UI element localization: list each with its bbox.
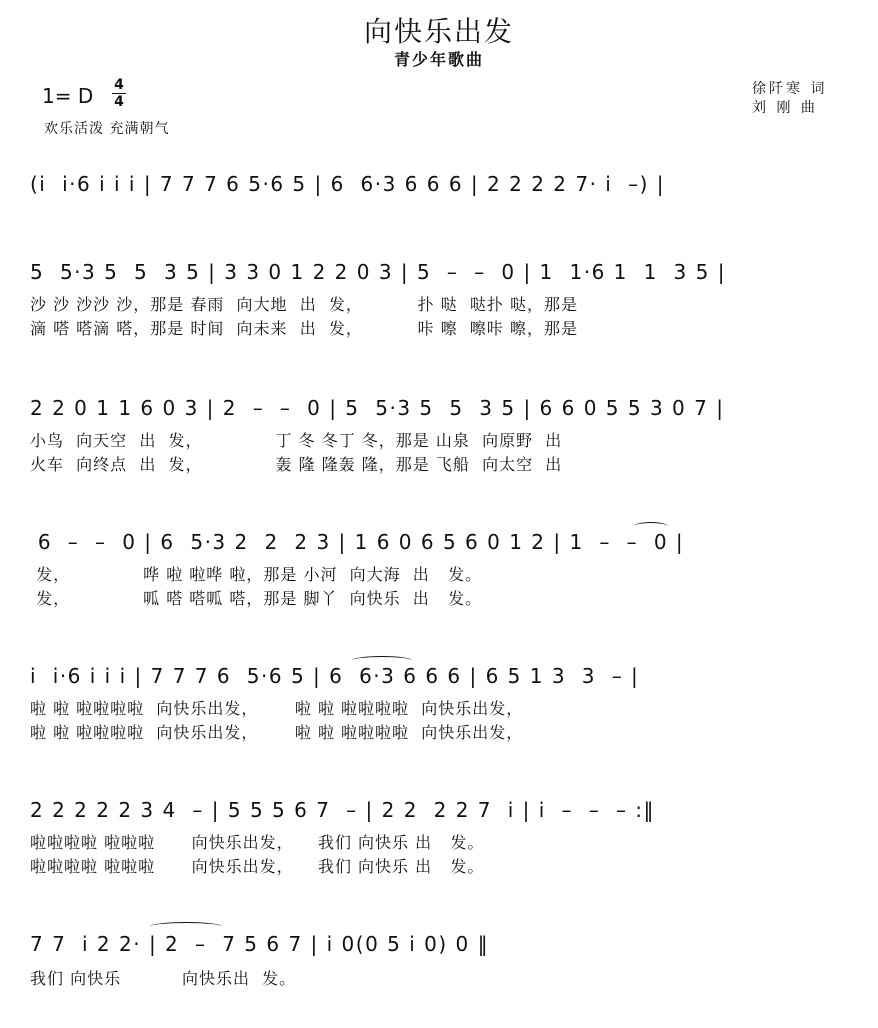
notation-line-2: 5 5·3 5 5 3 5 | 3 3 0 1 2 2 0 3 | 5 – – 0 | 1 1·6 1 1 3 5 |	[30, 260, 726, 284]
notation-line-4: 6 – – 0 | 6 5·3 2 2 2 3 | 1 6 0 6 5 6 0 1 2 | 1 – – 0 |	[30, 530, 685, 554]
slur-mark	[352, 656, 412, 665]
key-signature: 1= D	[42, 84, 94, 108]
slur-mark	[150, 922, 222, 931]
song-title: 向快乐出发	[363, 15, 514, 48]
lyric-line-3-verse-1: 小鸟 向天空 出 发， 丁 冬 冬丁 冬，那是 山泉 向原野 出	[30, 431, 563, 450]
lyric-line-4-verse-2: 发， 呱 嗒 嗒呱 嗒，那是 脚丫 向快乐 出 发。	[30, 589, 483, 608]
time-signature-bottom: 4	[114, 94, 124, 110]
notation-line-7: 7 7 i 2 2· | 2 – 7 5 6 7 | i 0(0 5 i 0) 0 ‖	[30, 932, 490, 956]
lyric-line-6-verse-2: 啦啦啦啦 啦啦啦 向快乐出发， 我们 向快乐 出 发。	[30, 857, 485, 876]
lyric-line-2-verse-2: 滴 嗒 嗒滴 嗒，那是 时间 向未来 出 发， 咔 嚓 嚓咔 嚓，那是	[30, 319, 578, 338]
song-subtitle: 青少年歌曲	[393, 50, 484, 69]
lyricist-credit: 徐阡寒 词	[752, 81, 828, 97]
lyric-line-5-verse-2: 啦 啦 啦啦啦啦 向快乐出发， 啦 啦 啦啦啦啦 向快乐出发，	[30, 723, 524, 742]
time-signature	[112, 78, 126, 109]
time-signature-top: 4	[114, 77, 124, 93]
slur-mark	[634, 522, 668, 531]
tempo-marking: 欢乐活泼 充满朝气	[44, 121, 170, 137]
notation-line-3: 2 2 0 1 1 6 0 3 | 2 – – 0 | 5 5·3 5 5 3 5 | 6 6 0 5 5 3 0 7 |	[30, 396, 725, 420]
notation-line-1: (i i·6 i i i | 7 7 7 6 5·6 5 | 6 6·3 6 6 6 | 2 2 2 2 7· i –) |	[30, 172, 665, 196]
lyric-line-5-verse-1: 啦 啦 啦啦啦啦 向快乐出发， 啦 啦 啦啦啦啦 向快乐出发，	[30, 699, 524, 718]
lyric-line-2-verse-1: 沙 沙 沙沙 沙，那是 春雨 向大地 出 发， 扑 哒 哒扑 哒，那是	[30, 295, 578, 314]
notation-line-5: i i·6 i i i | 7 7 7 6 5·6 5 | 6 6·3 6 6 6 | 6 5 1 3 3 – |	[30, 664, 640, 688]
lyric-line-4-verse-1: 发， 哗 啦 啦哗 啦，那是 小河 向大海 出 发。	[30, 565, 483, 584]
lyric-line-3-verse-2: 火车 向终点 出 发， 轰 隆 隆轰 隆，那是 飞船 向太空 出	[30, 455, 563, 474]
lyric-line-7-verse-1: 我们 向快乐 向快乐出 发。	[30, 969, 297, 988]
notation-line-6: 2 2 2 2 2 3 4 – | 5 5 5 6 7 – | 2 2 2 2 7 i | i – – – :‖	[30, 798, 656, 822]
composer-credit: 刘 刚 曲	[752, 100, 818, 116]
lyric-line-6-verse-1: 啦啦啦啦 啦啦啦 向快乐出发， 我们 向快乐 出 发。	[30, 833, 485, 852]
